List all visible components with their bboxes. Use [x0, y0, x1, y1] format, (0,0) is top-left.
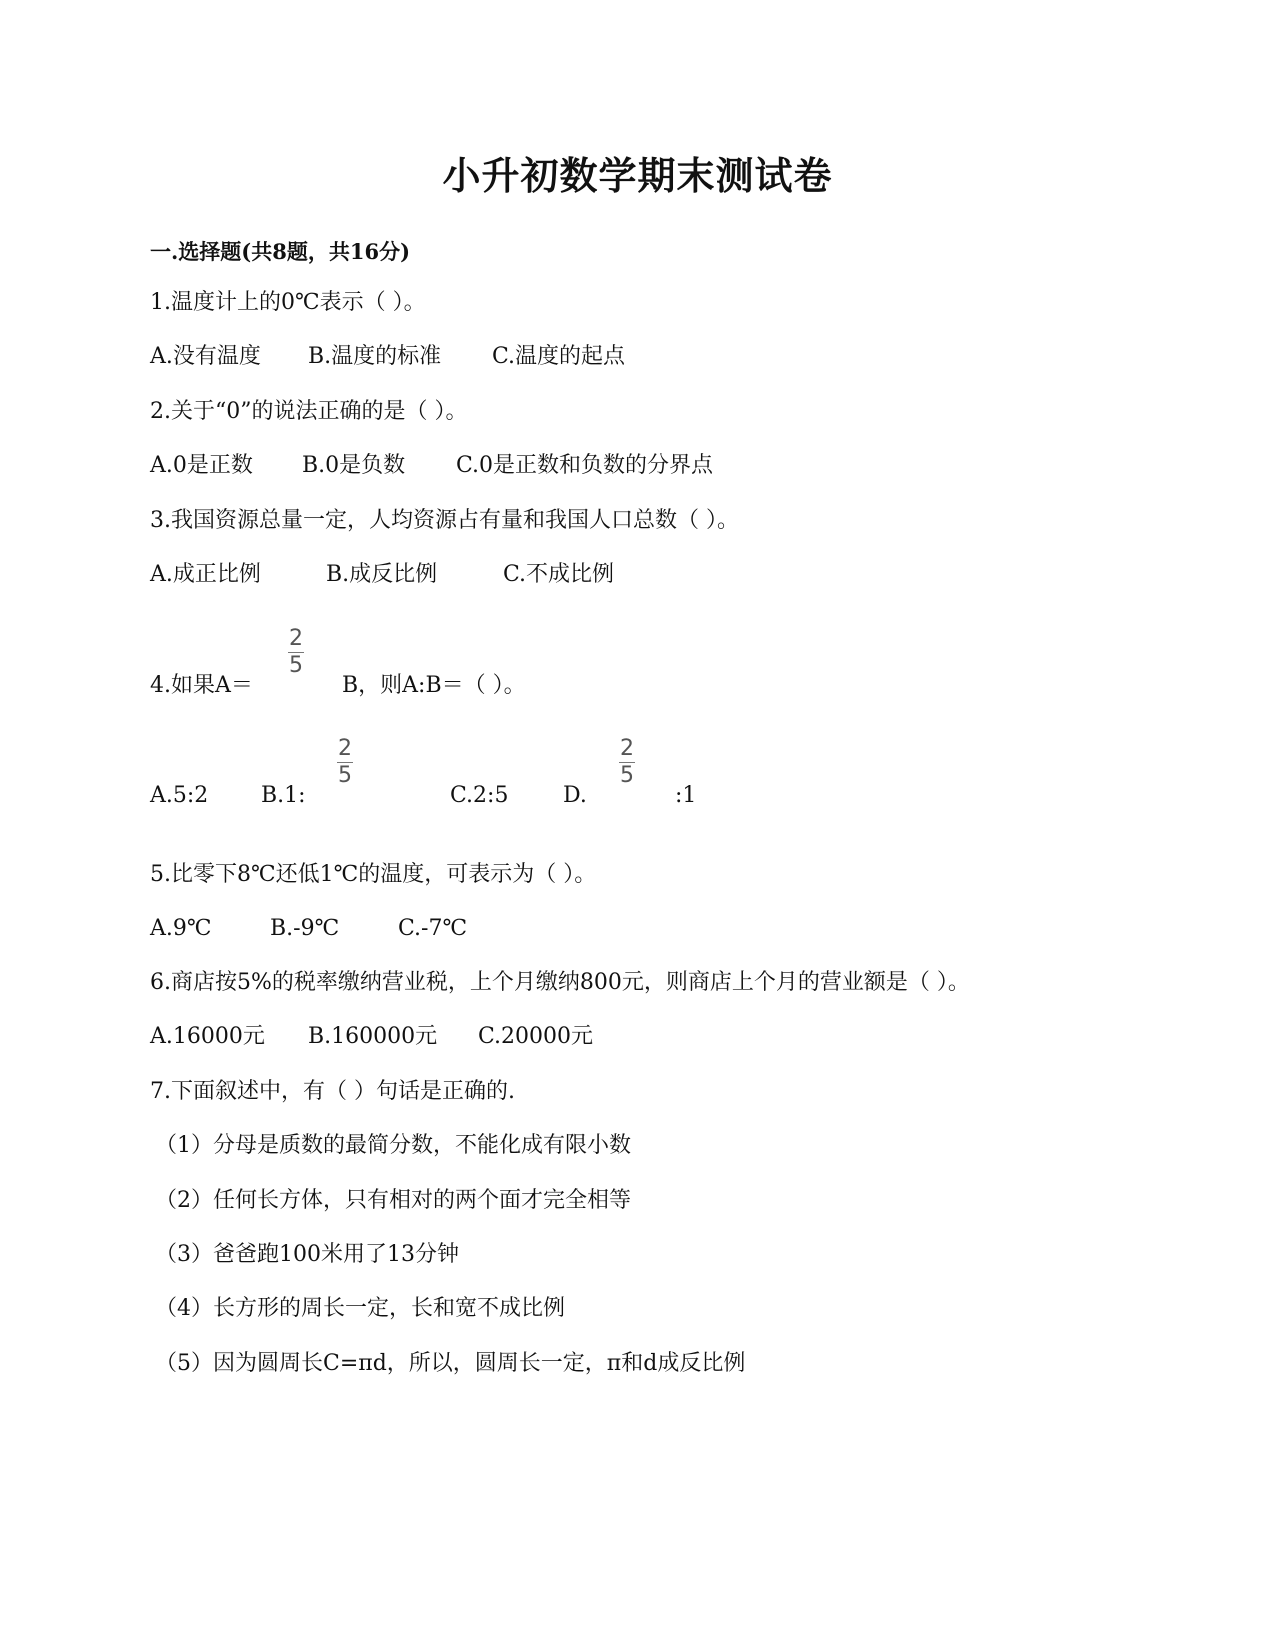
question-4-option-d: D.: [563, 783, 587, 808]
page-title: 小升初数学期末测试卷: [442, 153, 833, 198]
question-7-statement: （4）长方形的周长一定，长和宽不成比例: [155, 1296, 565, 1321]
question-4-option-b-fraction: [337, 738, 353, 787]
question-2-option-b: B.0是负数: [302, 453, 406, 478]
question-3-option-c: C.不成比例: [503, 562, 615, 587]
fraction-denominator: 5: [338, 763, 352, 788]
question-7-statement: （2）任何长方体，只有相对的两个面才完全相等: [155, 1188, 631, 1213]
question-4-option-a: A.5:2: [150, 783, 209, 808]
section-heading: 一.选择题(共8题，共16分): [150, 239, 411, 264]
question-5-stem: 5.比零下8℃还低1℃的温度，可表示为（ ）。: [150, 862, 597, 887]
fraction-numerator: 2: [338, 736, 352, 761]
question-5-option-b: B.-9℃: [270, 916, 340, 941]
question-6-option-c: C.20000元: [478, 1024, 594, 1049]
question-5-option-a: A.9℃: [150, 916, 212, 941]
question-6-option-a: A.16000元: [150, 1024, 265, 1049]
question-3-option-a: A.成正比例: [150, 562, 261, 587]
question-4-fraction: [288, 628, 304, 677]
question-1-stem: 1.温度计上的0℃表示（ ）。: [150, 290, 426, 315]
question-2-option-a: A.0是正数: [150, 453, 253, 478]
question-2-option-c: C.0是正数和负数的分界点: [456, 453, 714, 478]
question-1-option-b: B.温度的标准: [308, 344, 442, 369]
question-6-option-b: B.160000元: [308, 1024, 438, 1049]
question-2-stem: 2.关于“0”的说法正确的是（ ）。: [150, 399, 468, 424]
question-7-statement: （3）爸爸跑100米用了13分钟: [155, 1242, 459, 1267]
question-1-option-a: A.没有温度: [150, 344, 261, 369]
question-7-statement: （5）因为圆周长C=πd，所以，圆周长一定，π和d成反比例: [155, 1351, 746, 1376]
question-7-statement: （1）分母是质数的最简分数，不能化成有限小数: [155, 1133, 631, 1158]
question-7-stem: 7.下面叙述中，有（ ）句话是正确的.: [150, 1079, 515, 1104]
fraction-numerator: 2: [289, 626, 303, 651]
question-1-option-c: C.温度的起点: [492, 344, 626, 369]
fraction-denominator: 5: [620, 763, 634, 788]
question-4-option-d-fraction: [619, 738, 635, 787]
question-4-option-d-end: :1: [675, 783, 697, 808]
fraction-numerator: 2: [620, 736, 634, 761]
question-4-stem-start: 4.如果A＝: [150, 673, 253, 698]
question-4-stem-end: B，则A:B＝（ ）。: [342, 673, 526, 698]
question-4-option-c: C.2:5: [450, 783, 509, 808]
fraction-denominator: 5: [289, 653, 303, 678]
question-3-stem: 3.我国资源总量一定，人均资源占有量和我国人口总数（ ）。: [150, 508, 739, 533]
question-3-option-b: B.成反比例: [326, 562, 438, 587]
question-4-option-b: B.1:: [261, 783, 306, 808]
question-6-stem: 6.商店按5%的税率缴纳营业税，上个月缴纳800元，则商店上个月的营业额是（ ）。: [150, 970, 970, 995]
question-5-option-c: C.-7℃: [398, 916, 468, 941]
